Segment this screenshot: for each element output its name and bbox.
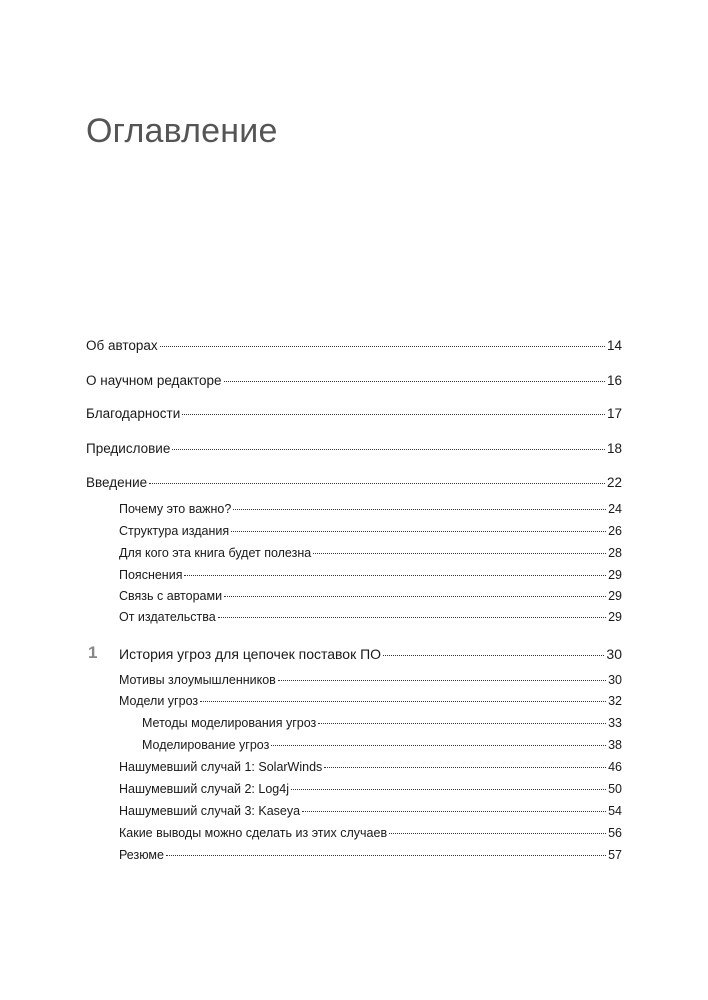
- toc-subsubentry[interactable]: [142, 738, 622, 752]
- dot-leader: [231, 531, 606, 532]
- toc-subentry[interactable]: [119, 610, 622, 624]
- toc-entry-title: От издательства: [119, 610, 216, 624]
- toc-page-number: 16: [606, 373, 622, 388]
- toc-page-number: 29: [608, 589, 622, 603]
- dot-leader: [233, 509, 606, 510]
- dot-leader: [224, 596, 606, 597]
- toc-subentry[interactable]: [119, 694, 622, 708]
- dot-leader: [149, 483, 605, 484]
- dot-leader: [218, 617, 606, 618]
- toc-entry[interactable]: [86, 373, 622, 388]
- toc-entry-title: Нашумевший случай 1: SolarWinds: [119, 760, 323, 774]
- toc-page-number: 22: [606, 475, 622, 490]
- toc-entry-title: Нашумевший случай 2: Log4j: [119, 782, 289, 796]
- dot-leader: [383, 655, 604, 656]
- toc-page-number: 18: [606, 441, 622, 456]
- dot-leader: [182, 414, 605, 415]
- toc-entry-title: Почему это важно?: [119, 502, 232, 516]
- toc-page-number: 30: [608, 673, 622, 687]
- toc-entry[interactable]: [86, 406, 622, 421]
- toc-entry-title: Благодарности: [86, 406, 181, 421]
- toc-subentry[interactable]: [119, 782, 622, 796]
- toc-page-number: 38: [608, 738, 622, 752]
- toc-entry-title: Модели угроз: [119, 694, 199, 708]
- dot-leader: [271, 745, 606, 746]
- toc-subentry[interactable]: [119, 568, 622, 582]
- toc-subentry[interactable]: [119, 502, 622, 516]
- toc-entry-title: История угроз для цепочек поставок ПО: [119, 646, 382, 662]
- toc-entry-title: Мотивы злоумышленников: [119, 673, 276, 687]
- dot-leader: [200, 701, 606, 702]
- toc-entry-title: Связь с авторами: [119, 589, 223, 603]
- toc-entry-title: Какие выводы можно сделать из этих случаев: [119, 826, 388, 840]
- toc-entry-title: Нашумевший случай 3: Kaseya: [119, 804, 301, 818]
- toc-page-number: 50: [608, 782, 622, 796]
- toc-entry[interactable]: [86, 441, 622, 456]
- toc-entry-title: Предисловие: [86, 441, 171, 456]
- page-title: Оглавление: [86, 112, 278, 150]
- dot-leader: [224, 381, 605, 382]
- chapter-number: 1: [88, 643, 98, 662]
- toc-page-number: 14: [606, 338, 622, 353]
- toc-page-number: 29: [608, 610, 622, 624]
- toc-entry-title: Методы моделирования угроз: [142, 716, 317, 730]
- dot-leader: [166, 855, 606, 856]
- toc-page-number: 17: [606, 406, 622, 421]
- toc-subentry[interactable]: [119, 848, 622, 862]
- toc-entry-title: Моделирование угроз: [142, 738, 270, 752]
- dot-leader: [172, 449, 605, 450]
- toc-subentry[interactable]: [119, 804, 622, 818]
- toc-entry-title: Введение: [86, 475, 148, 490]
- toc-entry[interactable]: [86, 475, 622, 490]
- toc-page-number: 54: [608, 804, 622, 818]
- toc-entry-title: Об авторах: [86, 338, 158, 353]
- dot-leader: [389, 833, 606, 834]
- toc-entry-title: О научном редакторе: [86, 373, 222, 388]
- toc-subentry[interactable]: [119, 524, 622, 538]
- toc-page-number: 24: [608, 502, 622, 516]
- toc-entry[interactable]: [86, 338, 622, 353]
- toc-page-number: 26: [608, 524, 622, 538]
- dot-leader: [291, 789, 606, 790]
- toc-chapter-entry[interactable]: [119, 646, 622, 662]
- toc-page-number: 30: [606, 646, 622, 662]
- dot-leader: [302, 811, 606, 812]
- dot-leader: [313, 553, 606, 554]
- toc-entry-title: Для кого эта книга будет полезна: [119, 546, 312, 560]
- toc-page-number: 29: [608, 568, 622, 582]
- toc-entry-title: Пояснения: [119, 568, 183, 582]
- dot-leader: [278, 680, 606, 681]
- dot-leader: [184, 575, 606, 576]
- toc-page-number: 57: [608, 848, 622, 862]
- toc-page-number: 28: [608, 546, 622, 560]
- toc-page-number: 33: [608, 716, 622, 730]
- toc-subentry[interactable]: [119, 589, 622, 603]
- dot-leader: [318, 723, 606, 724]
- toc-entry-title: Резюме: [119, 848, 164, 862]
- toc-subsubentry[interactable]: [142, 716, 622, 730]
- toc-subentry[interactable]: [119, 760, 622, 774]
- toc-page-number: 56: [608, 826, 622, 840]
- toc-subentry[interactable]: [119, 546, 622, 560]
- toc-subentry[interactable]: [119, 673, 622, 687]
- toc-page-number: 32: [608, 694, 622, 708]
- toc-subentry[interactable]: [119, 826, 622, 840]
- dot-leader: [324, 767, 606, 768]
- toc-page-number: 46: [608, 760, 622, 774]
- toc-entry-title: Структура издания: [119, 524, 230, 538]
- dot-leader: [160, 346, 605, 347]
